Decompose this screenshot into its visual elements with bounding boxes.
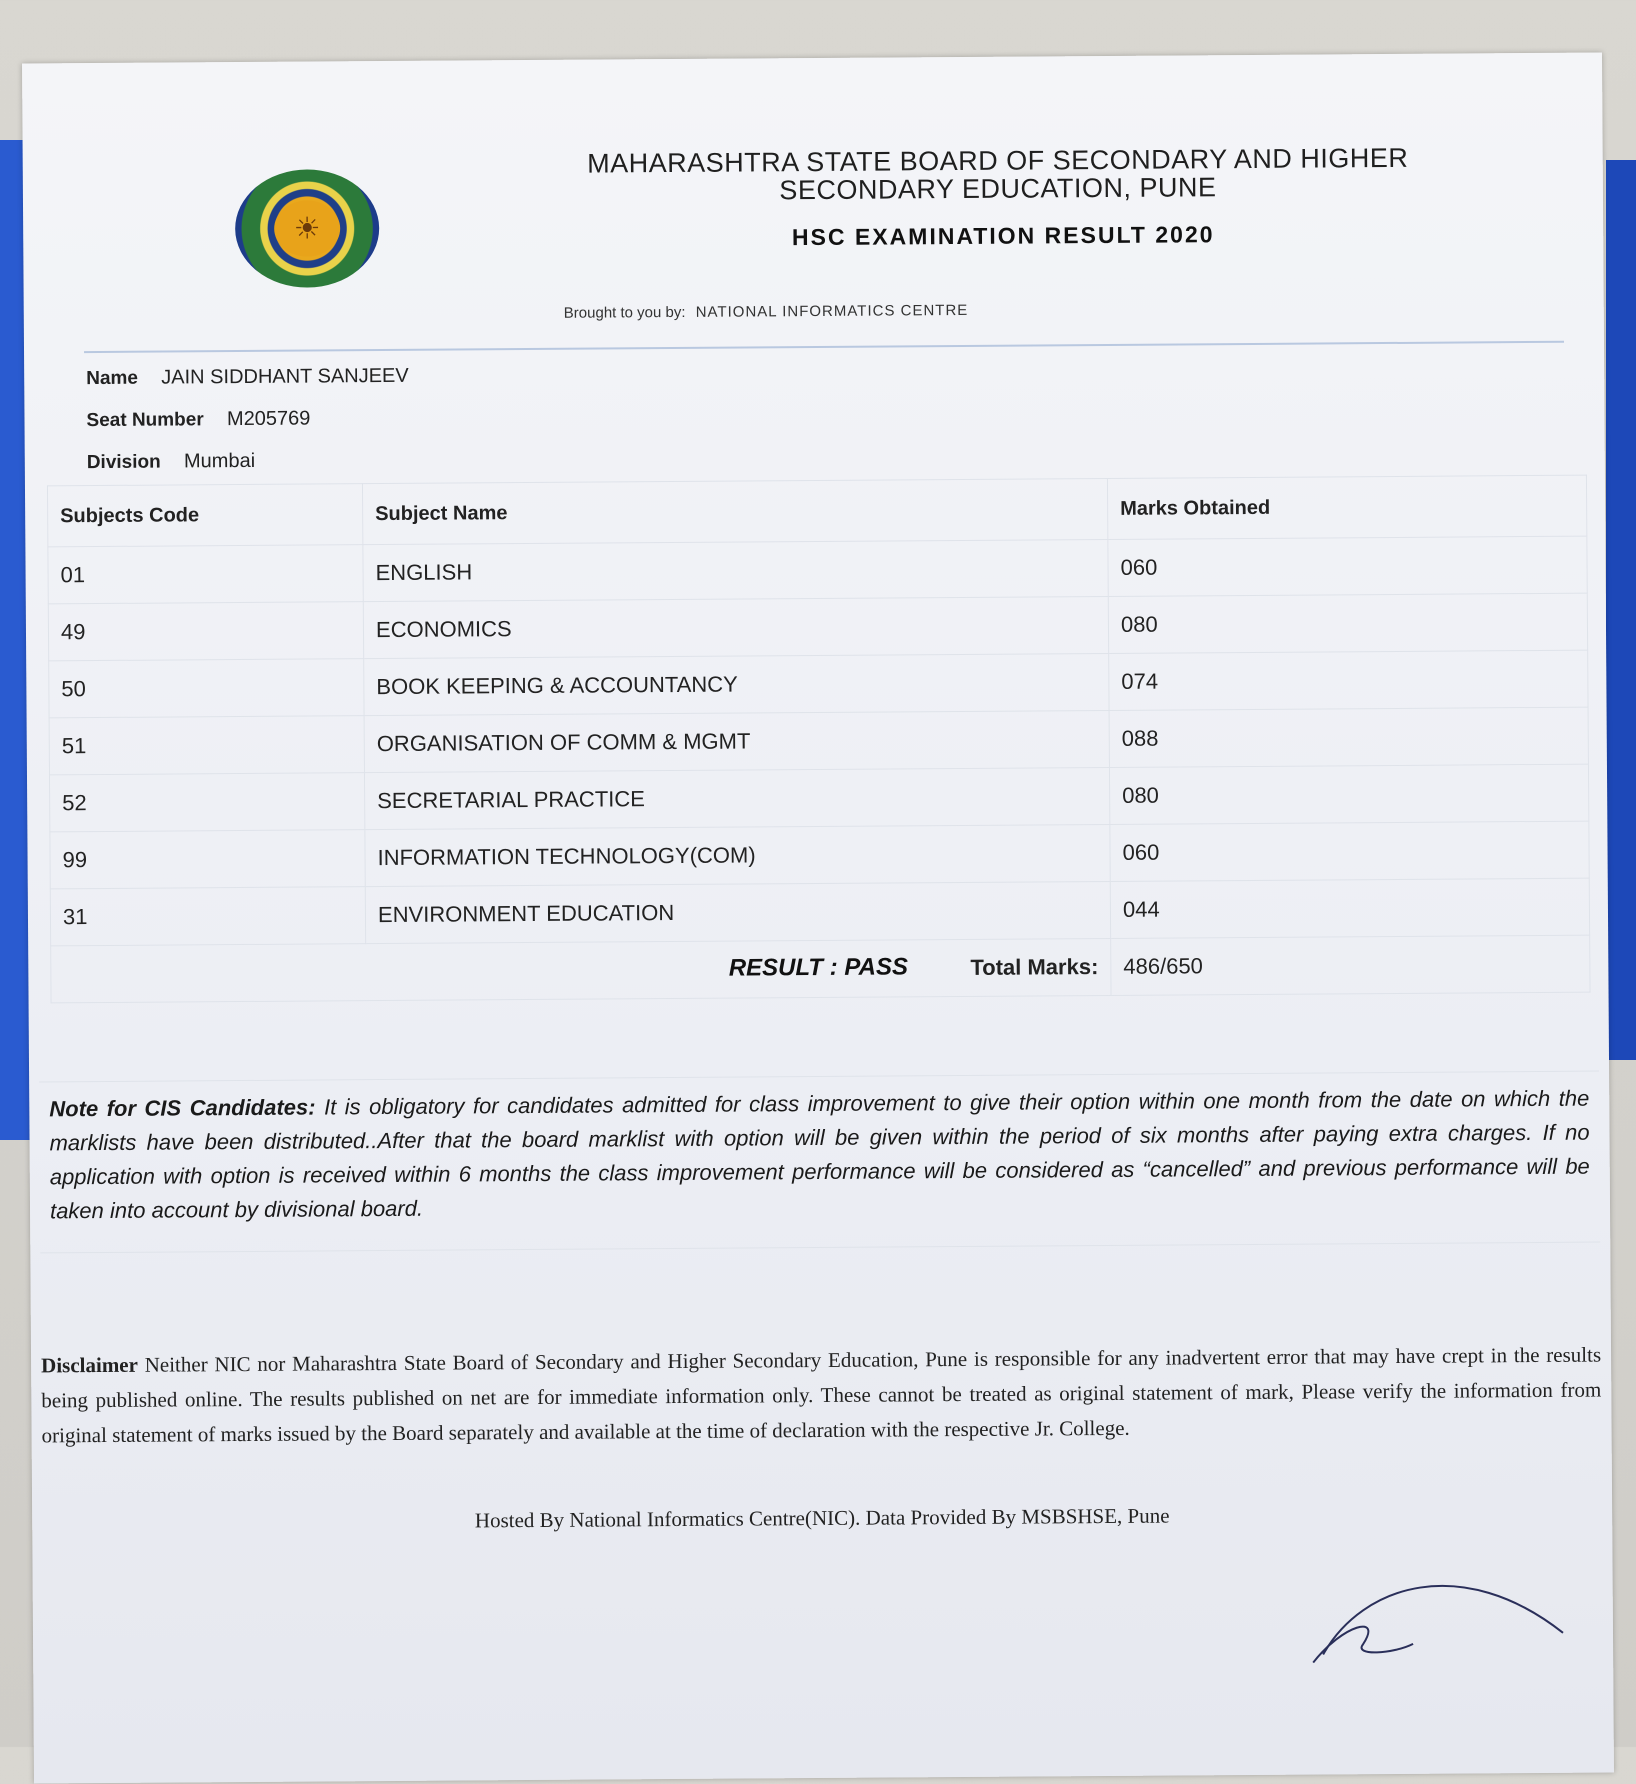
header-subject-code: Subjects Code: [47, 484, 362, 547]
subject-marks: 080: [1108, 593, 1587, 653]
subject-code: 99: [50, 830, 365, 889]
board-title-line1: MAHARASHTRA STATE BOARD OF SECONDARY AND HIGHER: [587, 142, 1409, 179]
brought-by-label: Brought to you by:: [563, 303, 686, 322]
subject-code: 50: [49, 659, 364, 718]
cis-note-title: Note for CIS Candidates:: [49, 1094, 316, 1122]
table-row: [48, 593, 1587, 661]
board-title-line2: SECONDARY EDUCATION, PUNE: [779, 172, 1217, 206]
student-name-row: [86, 365, 409, 390]
subject-name: ENGLISH: [363, 539, 1108, 601]
header-divider: [84, 341, 1564, 353]
subject-marks: 044: [1110, 878, 1589, 938]
subject-name: ORGANISATION OF COMM & MGMT: [364, 710, 1109, 772]
subject-marks: 088: [1109, 707, 1588, 767]
subject-name: BOOK KEEPING & ACCOUNTANCY: [364, 653, 1109, 715]
table-row: [50, 821, 1589, 889]
seat-number: M205769: [226, 407, 311, 431]
brought-by: [564, 302, 969, 322]
subject-name: INFORMATION TECHNOLOGY(COM): [365, 824, 1110, 886]
division-value: Mumbai: [183, 449, 256, 473]
subject-name: ENVIRONMENT EDUCATION: [365, 881, 1110, 943]
disclaimer: [41, 1338, 1602, 1454]
marks-table: [47, 475, 1591, 1004]
table-row: [49, 707, 1588, 775]
background-blue-edge-right: [1606, 160, 1636, 1060]
subject-code: 01: [48, 545, 363, 604]
subject-marks: 074: [1109, 650, 1588, 710]
header-subject-name: Subject Name: [362, 478, 1107, 544]
subject-marks: 080: [1109, 764, 1588, 824]
subject-name: ECONOMICS: [363, 596, 1108, 658]
subject-name: SECRETARIAL PRACTICE: [364, 767, 1109, 829]
cis-note-text: It is obligatory for candidates admitted for class improvement to give their option within one month from the date on which the marklists have been distributed..After that the board marklist with option will be given within the period of six months after paying extra charges. If no application with option is received within 6 months the class improvement performance will be considered as “cancelled” and previous performance will be taken into account by divisional board.: [49, 1085, 1590, 1224]
table-row: [49, 650, 1588, 718]
cis-note: [49, 1082, 1590, 1229]
table-row: [50, 878, 1589, 946]
division-label: Division: [86, 451, 161, 474]
subject-code: 49: [48, 602, 363, 661]
total-marks-value: 486/650: [1111, 935, 1590, 995]
cis-note-box: [39, 1071, 1600, 1254]
disclaimer-text: Neither NIC nor Maharashtra State Board of Secondary and Higher Secondary Education, Pune is responsible for any inadvertent error that may have crept in the results being published online. The results published on net are for immediate information only. These cannot be treated as original statement of mark, Please verify the information from original statement of marks issued by the Board separately and available at the time of declaration with the respective Jr. College.: [41, 1342, 1602, 1448]
footer-hosted-by: Hosted By National Informatics Centre(NIC). Data Provided By MSBSHSE, Pune: [474, 1503, 1170, 1533]
table-header-row: [47, 475, 1586, 547]
subject-marks: 060: [1110, 821, 1589, 881]
division-row: [87, 450, 255, 474]
table-row: [48, 536, 1587, 604]
result-status: RESULT : PASS: [728, 953, 909, 982]
total-marks-label: Total Marks:: [51, 938, 1111, 1002]
subject-code: 52: [49, 773, 364, 832]
student-name: JAIN SIDDHANT SANJEEV: [161, 364, 409, 389]
result-paper: [22, 53, 1614, 1784]
subject-code: 51: [49, 716, 364, 775]
subject-marks: 060: [1108, 536, 1587, 596]
seat-number-row: [86, 408, 310, 433]
table-row: [49, 764, 1588, 832]
disclaimer-title: Disclaimer: [41, 1352, 138, 1378]
subject-code: 31: [50, 887, 365, 946]
exam-title: HSC EXAMINATION RESULT 2020: [791, 221, 1215, 251]
name-label: Name: [86, 367, 139, 390]
board-seal-icon: ☀: [235, 169, 380, 288]
brought-by-org: NATIONAL INFORMATICS CENTRE: [695, 301, 969, 321]
seat-label: Seat Number: [86, 409, 204, 432]
board-title: [523, 143, 1473, 206]
header-marks: Marks Obtained: [1107, 475, 1586, 539]
signature-mark: [1302, 1543, 1583, 1665]
